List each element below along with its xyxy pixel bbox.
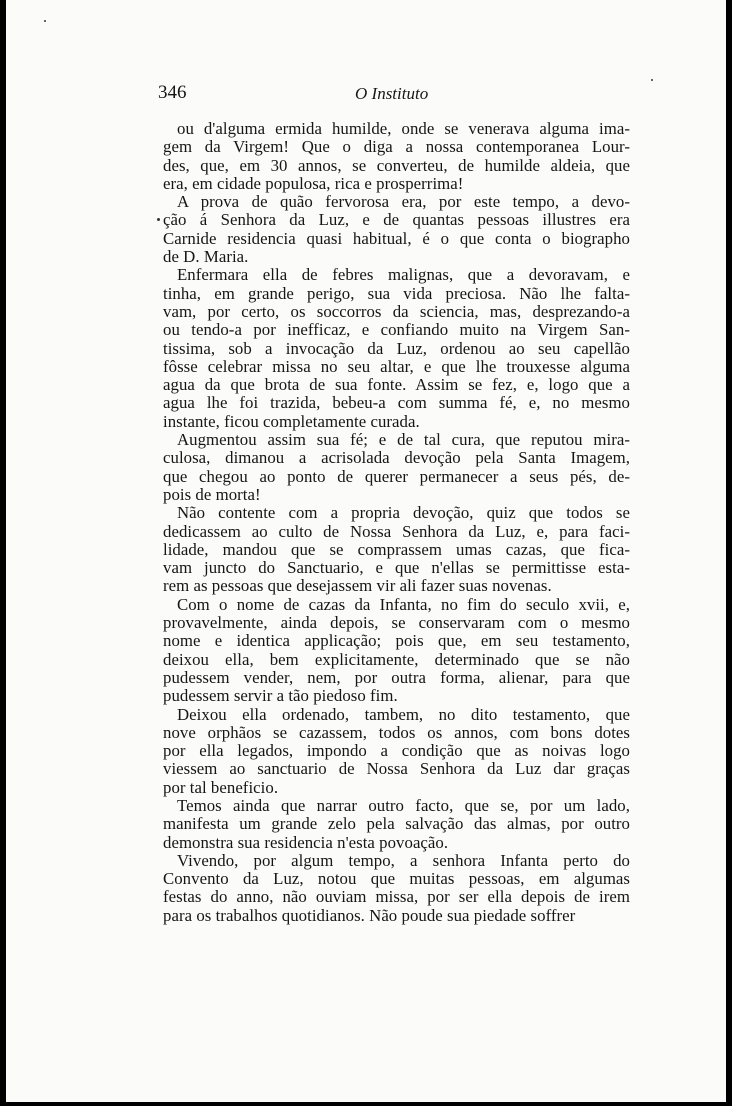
paragraph [163, 852, 630, 925]
text-line: rem as pessoas que desejassem vir ali fazer suas novenas. [163, 576, 552, 596]
text-line: manifesta um grande zelo pela salvação das almas, por outro [163, 814, 630, 834]
text-line: era, em cidade populosa, rica e prosperrima! [163, 173, 464, 193]
text-line: fôsse celebrar missa no seu altar, e que lhe trouxesse alguma [163, 356, 630, 376]
text-line: ou tendo-a por inefficaz, e confiando muito na Virgem San- [163, 320, 630, 340]
text-line: nove orphãos se cazassem, todos os annos, com bons dotes [163, 722, 630, 742]
page-header [150, 76, 630, 106]
paragraph [163, 797, 630, 852]
text-line: demonstra sua residencia n'esta povoação. [163, 832, 449, 852]
text-line: ou d'alguma ermida humilde, onde se venerava alguma ima- [177, 119, 630, 138]
text-line: para os trabalhos quotidianos. Não poude sua piedade soffrer [163, 905, 576, 925]
text-line: provavelmente, ainda depois, se conservaram com o mesmo [163, 613, 630, 633]
text-line: que chegou ao ponto de querer permanecer a seus pés, de- [163, 466, 630, 486]
paragraph [163, 266, 630, 431]
text-line: pudessem vender, nem, por outra forma, alienar, para que [163, 667, 630, 687]
text-line: Augmentou assim sua fé; e de tal cura, que reputou mira- [177, 430, 630, 450]
text-line: pois de morta! [163, 484, 261, 504]
text-line: nome e identica applicação; pois que, em seu testamento, [163, 631, 630, 651]
text-line: tinha, em grande perigo, sua vida preciosa. Não lhe falta- [163, 283, 630, 303]
text-line: Deixou ella ordenado, tambem, no dito testamento, que [177, 704, 630, 724]
text-line: gem da Virgem! Que o diga a nossa contemporanea Lour- [163, 137, 630, 157]
paper-speck [44, 20, 46, 22]
text-line: tissima, sob a invocação da Luz, ordenou ao seu capellão [163, 338, 630, 358]
text-line: culosa, dimanou a acrisolada devoção pela Santa Imagem, [163, 448, 630, 468]
text-line: Convento da Luz, notou que muitas pessoas, em algumas [163, 869, 630, 889]
paper-speck [651, 79, 653, 81]
paragraph [163, 193, 630, 266]
running-title: O Instituto [355, 84, 429, 103]
book-page [150, 76, 630, 925]
text-line: por ella legados, impondo a condição que as noivas logo [163, 741, 630, 761]
text-line: agua da que brota de sua fonte. Assim se fez, e, logo que a [163, 375, 630, 395]
paragraph [163, 504, 630, 595]
text-line: vam juncto do Sanctuario, e que n'ellas se permittisse esta- [163, 558, 630, 578]
text-line: festas do anno, não ouviam missa, por ser ella depois de irem [163, 887, 630, 907]
text-line: Não contente com a propria devoção, quiz que todos se [177, 503, 630, 523]
text-line: des, que, em 30 annos, se converteu, de humilde aldeia, que [163, 155, 630, 175]
text-line: Com o nome de cazas da Infanta, no fim do seculo xvii, e, [177, 594, 630, 614]
text-line: Carnide residencia quasi habitual, é o que conta o biographo [163, 228, 630, 248]
paragraph [163, 120, 630, 193]
paragraph [163, 596, 630, 706]
text-line: A prova de quão fervorosa era, por este tempo, a devo- [177, 192, 630, 212]
text-line: instante, ficou completamente curada. [163, 411, 420, 431]
text-line: de D. Maria. [163, 247, 249, 267]
text-line: pudessem servir a tão piedoso fim. [163, 686, 398, 706]
text-line: Vivendo, por algum tempo, a senhora Infanta perto do [177, 850, 630, 870]
text-line: viessem ao sanctuario de Nossa Senhora da Luz dar graças [163, 759, 630, 779]
body-text [150, 120, 630, 925]
text-line: ção á Senhora da Luz, e de quantas pessoas illustres era [163, 210, 630, 230]
paragraph [163, 706, 630, 797]
text-line: Enfermara ella de febres malignas, que a devoravam, e [177, 265, 630, 285]
page-number: 346 [158, 82, 187, 103]
text-line: por tal beneficio. [163, 777, 279, 797]
text-line: lidade, mandou que se comprassem umas cazas, que fica- [163, 539, 630, 559]
text-line: Temos ainda que narrar outro facto, que se, por um lado, [177, 795, 630, 815]
paragraph [163, 431, 630, 504]
text-line: deixou ella, bem explicitamente, determinado que se não [163, 649, 630, 669]
text-line: dedicassem ao culto de Nossa Senhora da Luz, e, para faci- [163, 521, 630, 541]
text-line: vam, por certo, os soccorros da sciencia, mas, desprezando-a [163, 301, 630, 321]
text-line: agua lhe foi trazida, bebeu-a com summa fé, e, no mesmo [163, 393, 630, 413]
